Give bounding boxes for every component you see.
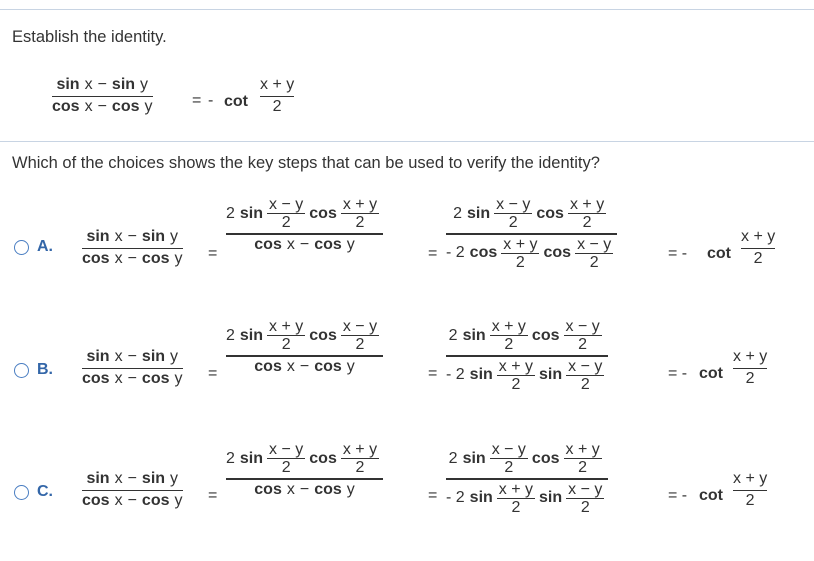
section-divider: [0, 141, 814, 142]
choice-a-equals-neg: = -: [668, 245, 688, 262]
choice-c-lhs-fraction: sin x − sin y cos x − cos y: [82, 470, 183, 510]
choice-a-equals-1: =: [208, 245, 218, 262]
choice-c-equals-neg: = -: [668, 487, 688, 504]
choice-a-lhs-fraction: sin x − sin y cos x − cos y: [82, 228, 183, 268]
choice-b-equals-neg: = -: [668, 365, 688, 382]
choice-c-cot: cot: [699, 487, 723, 504]
identity-cot: cot: [224, 93, 248, 110]
choice-c-equals-2: =: [428, 487, 438, 504]
choice-b-rhs-fraction: x + y 2: [733, 348, 768, 388]
choice-b-equals-2: =: [428, 365, 438, 382]
top-divider: [0, 9, 814, 10]
choice-a-cot: cot: [707, 245, 731, 262]
choice-a-rhs-fraction: x + y 2: [741, 228, 776, 268]
choice-c-rhs-fraction: x + y 2: [733, 470, 768, 510]
identity-rhs-denominator: 2: [272, 98, 282, 116]
identity-lhs-numerator: sin x − sin y: [56, 76, 149, 93]
prompt-text: Establish the identity.: [12, 28, 167, 46]
choice-a-letter[interactable]: A.: [37, 238, 53, 255]
identity-negative: -: [208, 92, 214, 109]
choice-a-step1-fraction: 2 sin x − y 2 cos x + y 2 cos x − cos y: [226, 196, 383, 254]
choice-c-radio[interactable]: [14, 485, 29, 500]
choice-a-radio[interactable]: [14, 240, 29, 255]
identity-lhs-fraction: [52, 76, 153, 116]
choice-c-step1-fraction: 2 sin x − y 2 cos x + y 2 cos x − cos y: [226, 441, 383, 499]
identity-lhs-denominator: cos x − cos y: [52, 98, 153, 116]
identity-rhs-fraction: [260, 76, 294, 116]
choice-b-cot: cot: [699, 365, 723, 382]
choice-c-step2-fraction: 2 sin x − y 2 cos x + y 2 - 2 sin x + y 2 sin x − y 2: [446, 441, 608, 516]
choice-b-lhs-fraction: sin x − sin y cos x − cos y: [82, 348, 183, 388]
identity-equals: =: [192, 92, 202, 109]
choice-b-radio[interactable]: [14, 363, 29, 378]
choice-b-step1-fraction: 2 sin x + y 2 cos x − y 2 cos x − cos y: [226, 318, 383, 376]
choice-c-letter[interactable]: C.: [37, 483, 53, 500]
choice-a-step2-fraction: 2 sin x − y 2 cos x + y 2 - 2 cos x + y 2 cos x − y 2: [446, 196, 617, 271]
choice-c-equals-1: =: [208, 487, 218, 504]
choice-b-letter[interactable]: B.: [37, 361, 53, 378]
choice-b-equals-1: =: [208, 365, 218, 382]
choice-a-equals-2: =: [428, 245, 438, 262]
choice-b-step2-fraction: 2 sin x + y 2 cos x − y 2 - 2 sin x + y 2 sin x − y 2: [446, 318, 608, 393]
question-text: Which of the choices shows the key steps that can be used to verify the identity?: [12, 154, 600, 172]
identity-rhs-numerator: x + y: [260, 76, 295, 93]
